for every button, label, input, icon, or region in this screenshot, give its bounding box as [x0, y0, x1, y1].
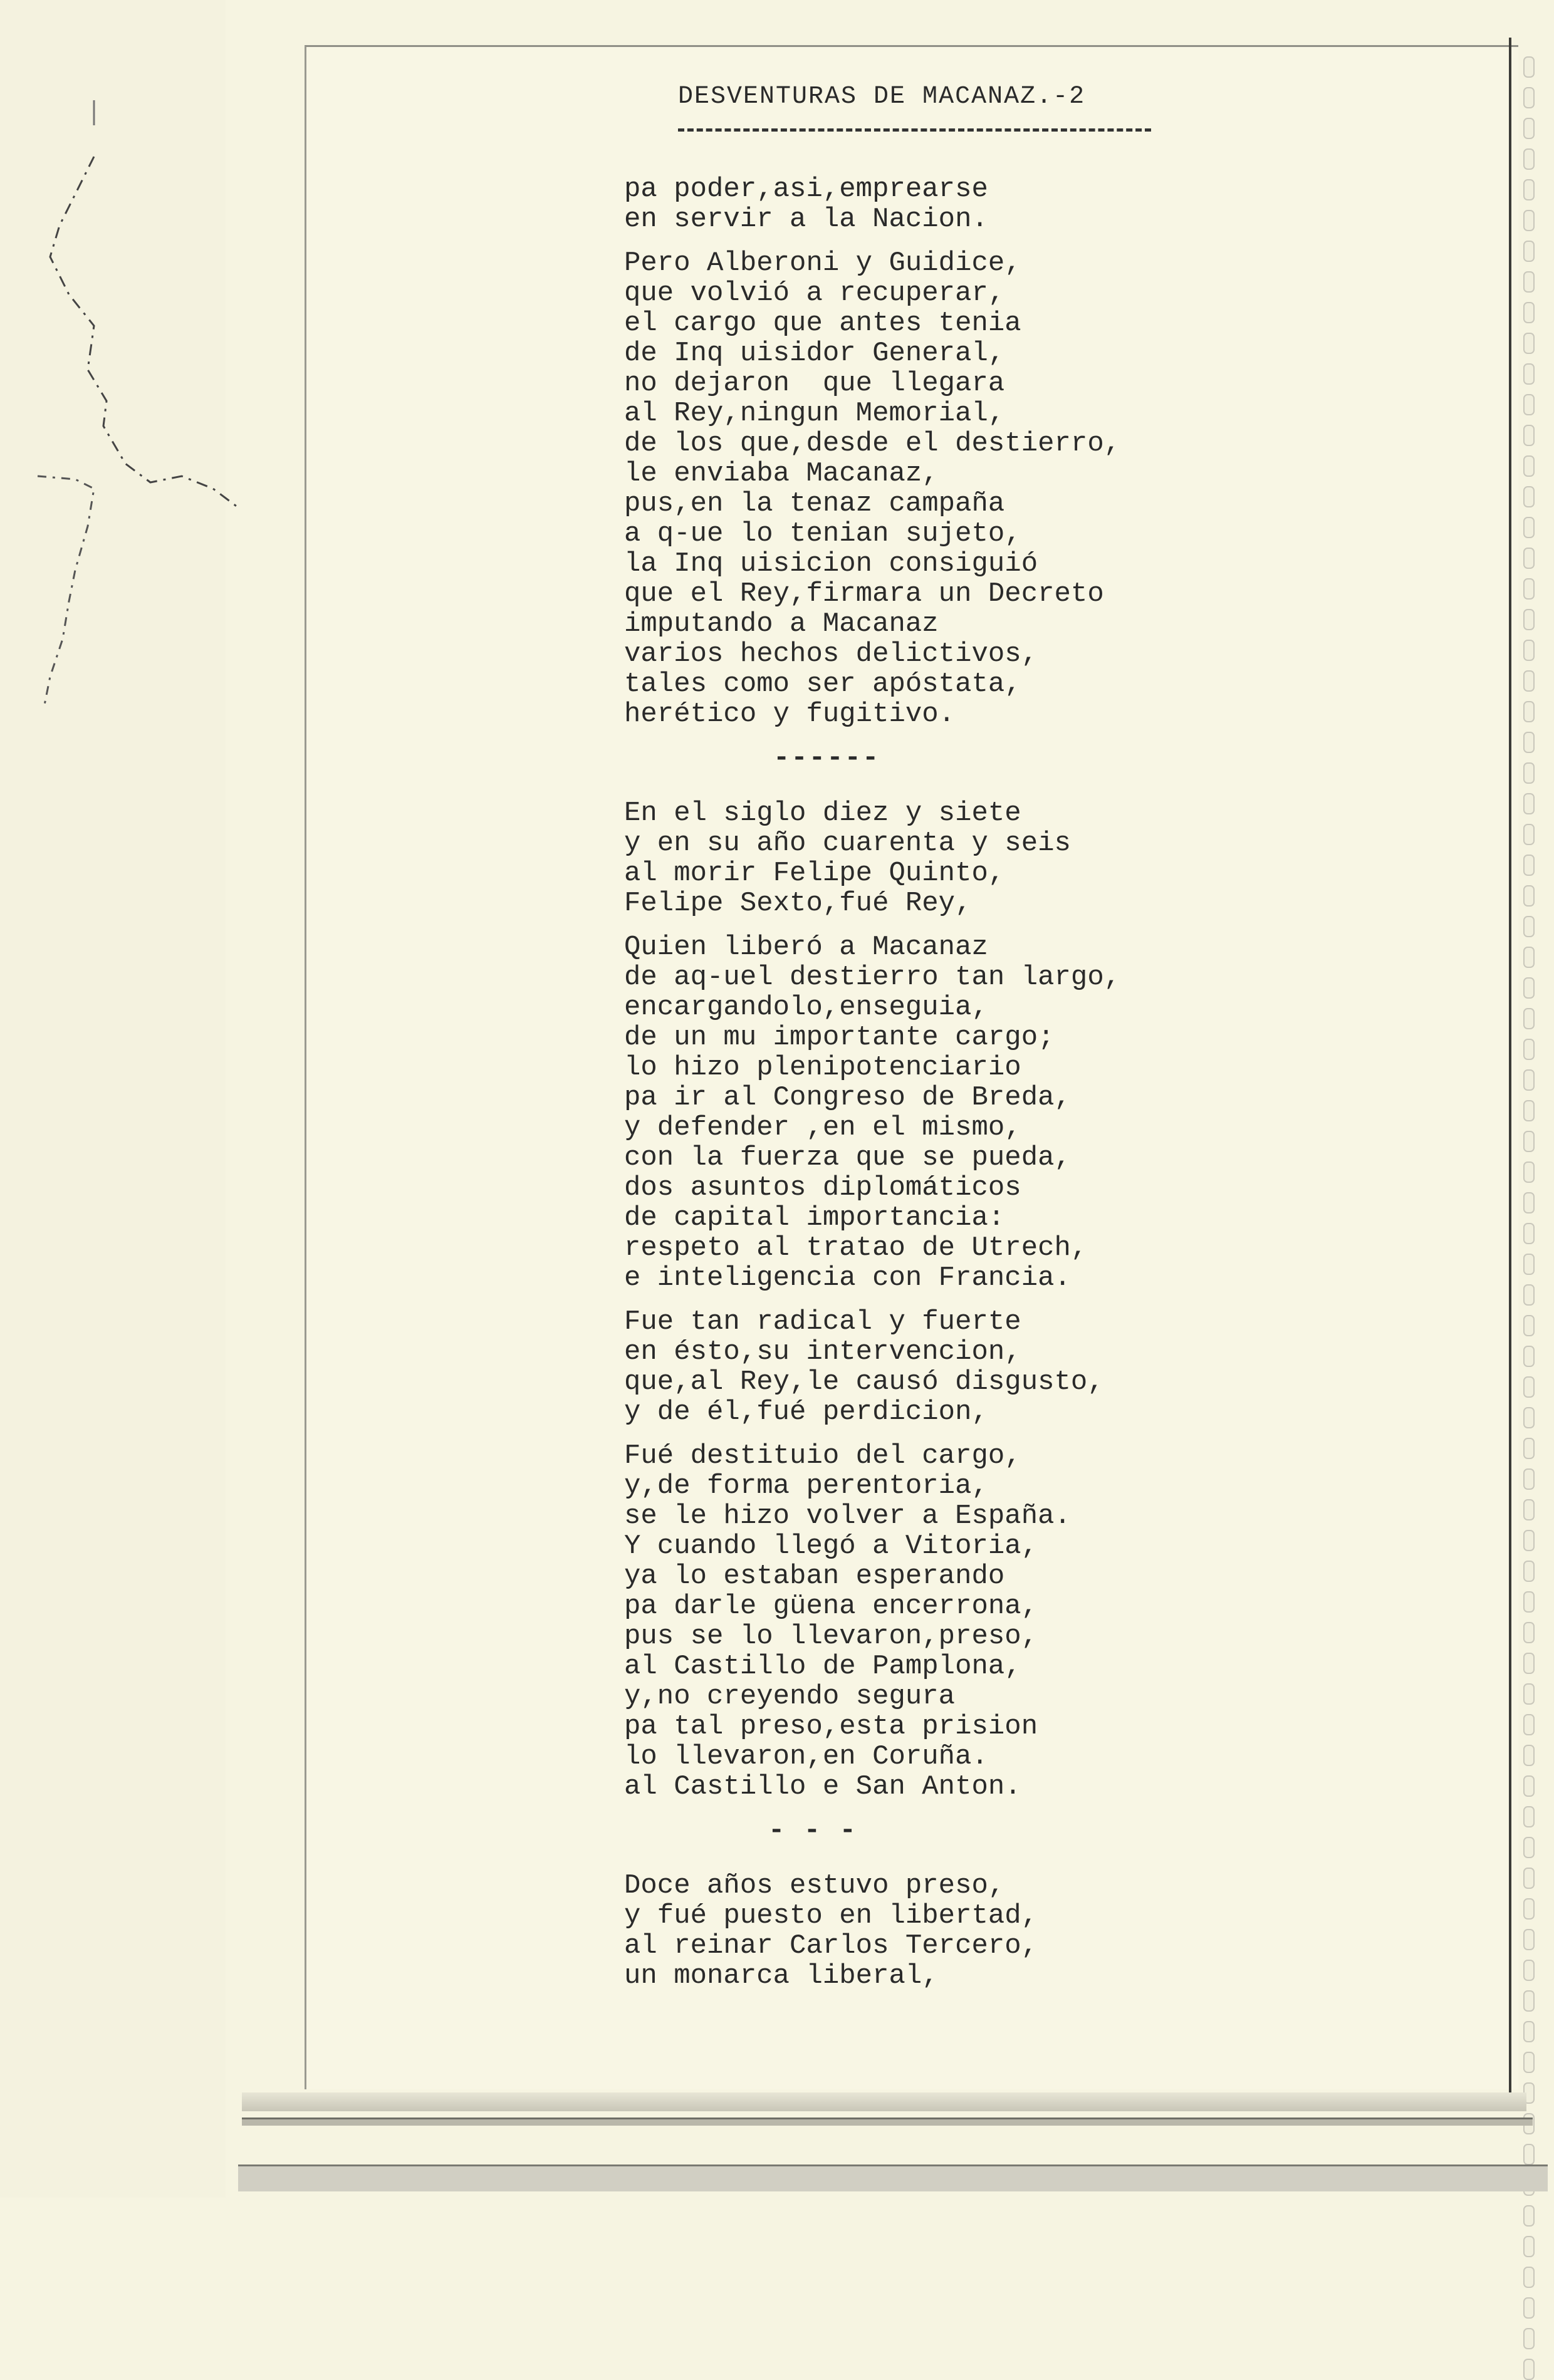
- verse-line: al morir Felipe Quinto,: [624, 858, 1005, 889]
- verse-line: el cargo que antes tenia: [624, 308, 1021, 339]
- margin-pencil-sketch: [0, 75, 263, 764]
- title-underline: [678, 128, 1151, 132]
- verse-line: e inteligencia con Francia.: [624, 1262, 1071, 1294]
- verse-line: y fué puesto en libertad,: [624, 1900, 1038, 1931]
- verse-line: pa ir al Congreso de Breda,: [624, 1082, 1071, 1113]
- verse-line: que el Rey,firmara un Decreto: [624, 578, 1104, 610]
- verse-line: la Inq uisicion consiguió: [624, 548, 1038, 579]
- stanza: [624, 174, 1451, 234]
- verse-line: lo llevaron,en Coruña.: [624, 1741, 988, 1772]
- verse-line: En el siglo diez y siete: [624, 798, 1021, 829]
- verse-line: en ésto,su intervencion,: [624, 1336, 1021, 1368]
- verse-line: varios hechos delictivos,: [624, 638, 1038, 670]
- verse-line: al Castillo de Pamplona,: [624, 1651, 1021, 1682]
- stanza: [624, 1441, 1451, 1802]
- verse-line: ya lo estaban esperando: [624, 1561, 1005, 1592]
- verse-line: imputando a Macanaz: [624, 608, 939, 640]
- verse-line: Quien liberó a Macanaz: [624, 932, 988, 963]
- verse-line: y,de forma perentoria,: [624, 1470, 988, 1502]
- verse-line: en servir a la Nacion.: [624, 204, 988, 235]
- verse-line: Y cuando llegó a Vitoria,: [624, 1530, 1038, 1562]
- verse-line: Felipe Sexto,fué Rey,: [624, 888, 972, 919]
- stanza-separator: ------: [773, 742, 880, 774]
- verse-line: y,no creyendo segura: [624, 1681, 956, 1712]
- verse-line: a q-ue lo tenian sujeto,: [624, 518, 1021, 549]
- verse-line: no dejaron que llegara: [624, 368, 1005, 399]
- verse-line: de los que,desde el destierro,: [624, 428, 1121, 459]
- verse-line: de Inq uisidor General,: [624, 338, 1005, 369]
- stanza: [624, 798, 1451, 918]
- verse-line: pus,en la tenaz campaña: [624, 488, 1005, 519]
- verse-line: y defender ,en el mismo,: [624, 1112, 1021, 1143]
- poem-body: [624, 174, 1451, 2005]
- verse-line: pa darle güena encerrona,: [624, 1591, 1038, 1622]
- stanza-separator: - - -: [768, 1815, 858, 1846]
- verse-line: dos asuntos diplomáticos: [624, 1172, 1021, 1203]
- stanza: [624, 1307, 1451, 1427]
- verse-line: Fué destituio del cargo,: [624, 1440, 1021, 1472]
- verse-line: respeto al tratao de Utrech,: [624, 1232, 1088, 1264]
- verse-line: al Castillo e San Anton.: [624, 1771, 1021, 1802]
- binder-perforation: [1520, 56, 1538, 2174]
- verse-line: de aq-uel destierro tan largo,: [624, 962, 1121, 993]
- verse-line: pa tal preso,esta prision: [624, 1711, 1038, 1742]
- verse-line: y de él,fué perdicion,: [624, 1396, 988, 1428]
- verse-line: pa poder,asi,emprearse: [624, 174, 988, 205]
- stanza: [624, 248, 1451, 729]
- stanza: [624, 1871, 1451, 1991]
- verse-line: de capital importancia:: [624, 1202, 1005, 1234]
- verse-line: pus se lo llevaron,preso,: [624, 1621, 1038, 1652]
- page-bottom-shadow: [242, 2092, 1526, 2111]
- verse-line: Fue tan radical y fuerte: [624, 1306, 1021, 1338]
- verse-line: encargandolo,enseguia,: [624, 992, 988, 1023]
- verse-line: herético y fugitivo.: [624, 699, 956, 730]
- page-right-edge: [1509, 38, 1520, 2092]
- verse-line: Pero Alberoni y Guidice,: [624, 247, 1021, 279]
- verse-line: lo hizo plenipotenciario: [624, 1052, 1021, 1083]
- lower-sheet-edge: [238, 2164, 1548, 2191]
- verse-line: un monarca liberal,: [624, 1960, 939, 1992]
- verse-line: que volvió a recuperar,: [624, 278, 1005, 309]
- page-bottom-edge: [242, 2118, 1533, 2126]
- verse-line: le enviaba Macanaz,: [624, 458, 939, 489]
- verse-line: que,al Rey,le causó disgusto,: [624, 1366, 1104, 1398]
- verse-line: al reinar Carlos Tercero,: [624, 1930, 1038, 1962]
- verse-line: y en su año cuarenta y seis: [624, 828, 1071, 859]
- verse-line: de un mu importante cargo;: [624, 1022, 1055, 1053]
- verse-line: Doce años estuvo preso,: [624, 1870, 1005, 1901]
- verse-line: al Rey,ningun Memorial,: [624, 398, 1005, 429]
- stanza: [624, 932, 1451, 1293]
- verse-line: se le hizo volver a España.: [624, 1500, 1071, 1532]
- verse-line: con la fuerza que se pueda,: [624, 1142, 1071, 1173]
- verse-line: tales como ser apóstata,: [624, 668, 1021, 700]
- page-title: DESVENTURAS DE MACANAZ.-2: [678, 83, 1086, 111]
